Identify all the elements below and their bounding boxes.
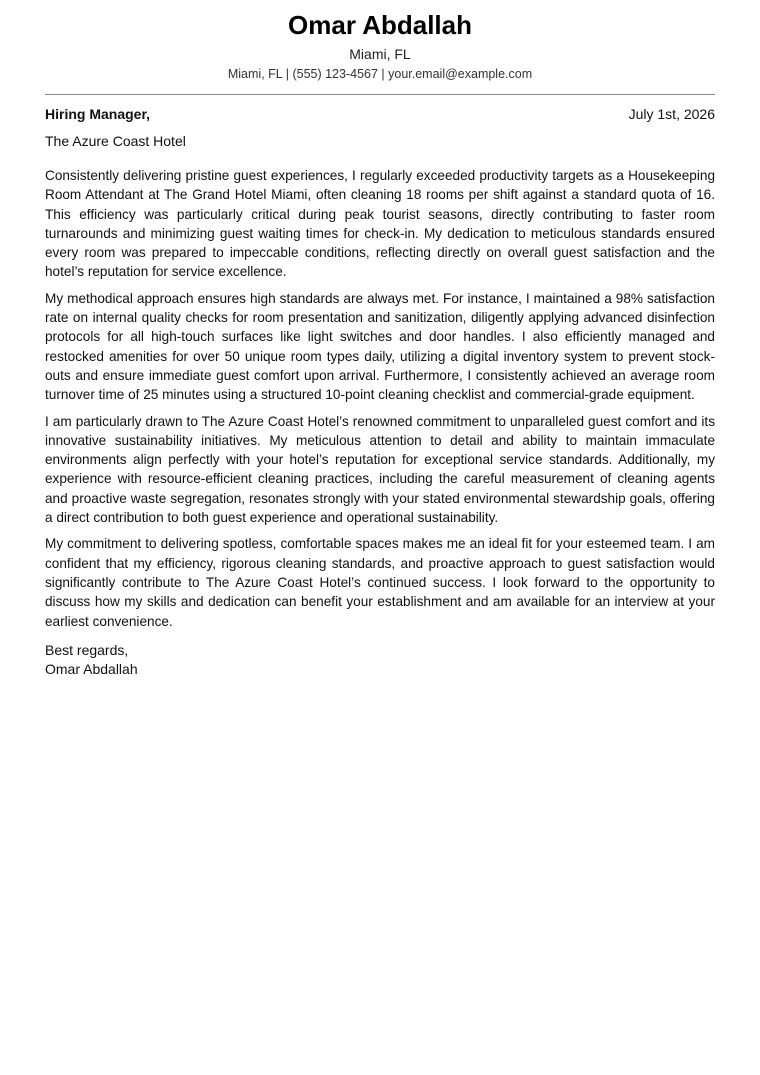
body-paragraph-3: I am particularly drawn to The Azure Coast Hotel’s renowned commitment to unparalleled guest comfort and its innovative sustainability initiatives. My meticulous attention to detail and ability to maintain immaculate environments align perfectly with your hotel’s reputation for exceptional service standards. Additionally, my experience with resource-efficient cleaning practices, including the careful measurement of cleaning agents and proactive waste segregation, resonates strongly with your stated environmental stewardship goals, offering a direct contribution to both guest experience and operational sustainability.: [45, 413, 715, 526]
letter-header: [45, 0, 715, 82]
body-paragraph-4: My commitment to delivering spotless, comfortable spaces makes me an ideal fit for your esteemed team. I am confident that my efficiency, rigorous cleaning standards, and proactive approach to guest satisfaction would significantly contribute to The Azure Coast Hotel’s continued success. I look forward to the opportunity to discuss how my skills and dedication can benefit your establishment and am available for an interview at your earliest convenience.: [45, 536, 715, 629]
letter-closing: [45, 641, 715, 680]
recipient-salutation: Hiring Manager,: [45, 106, 151, 122]
body-paragraph-1: Consistently delivering pristine guest experiences, I regularly exceeded productivity targets as a Housekeeping Room Attendant at The Grand Hotel Miami, often cleaning 18 rooms per shift against a standard quota of 16. This efficiency was particularly critical during peak tourist seasons, directly contributing to faster room turnarounds and minimizing guest waiting times for check-in. My dedication to meticulous standards ensured every room was prepared to impeccable conditions, reflecting directly on overall guest satisfaction and the hotel’s reputation for service excellence.: [45, 168, 715, 280]
signature-name: Omar Abdallah: [45, 661, 138, 678]
recipient-row: [45, 105, 715, 123]
applicant-contact-line: Miami, FL | (555) 123-4567 | your.email@example.com: [227, 67, 533, 81]
body-paragraph-2: My methodical approach ensures high standards are always met. For instance, I maintained a 98% satisfaction rate on internal quality checks for room presentation and sanitization, diligently applying advanced disinfection protocols for all high-touch surfaces like light switches and door handles. I also efficiently managed and restocked amenities for over 50 unique room types daily, utilizing a digital inventory system to prevent stock-outs and ensure immediate guest comfort upon arrival. Furthermore, I consistently achieved an average room turnover time of 25 minutes using a structured 10-point cleaning checklist and commercial-grade equipment.: [45, 290, 715, 403]
valediction: Best regards,: [45, 641, 129, 658]
recipient-company: The Azure Coast Hotel: [45, 133, 186, 149]
letter-body: [45, 166, 715, 631]
applicant-name: Omar Abdallah: [288, 10, 472, 40]
header-divider: [45, 94, 715, 95]
letter-date: July 1st, 2026: [628, 106, 715, 122]
applicant-location: Miami, FL: [349, 46, 411, 62]
